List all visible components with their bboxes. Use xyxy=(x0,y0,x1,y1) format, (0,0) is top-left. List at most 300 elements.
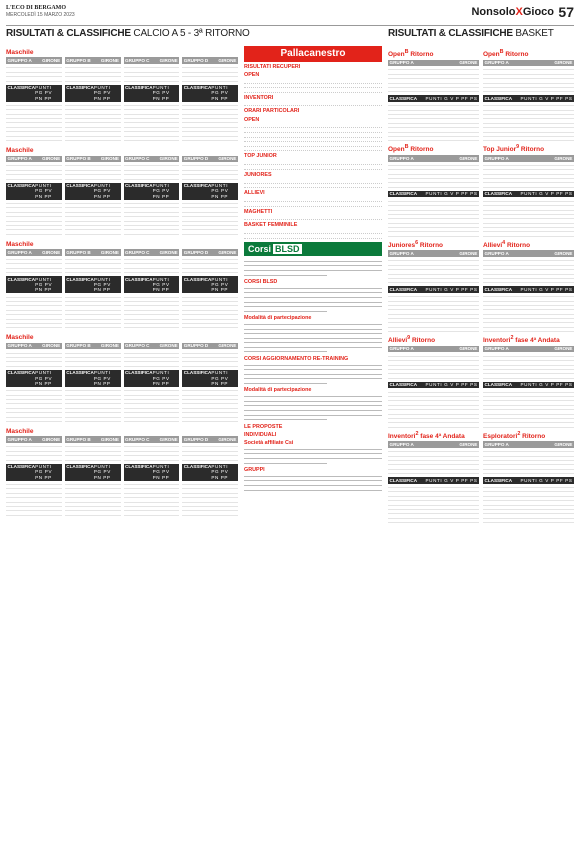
table-rows xyxy=(6,481,62,516)
group-label: GRUPPO A xyxy=(484,346,509,352)
table-rows xyxy=(483,197,574,237)
results-box xyxy=(6,249,62,273)
group-tag: GIRONE xyxy=(554,251,573,257)
section-name: Juniores xyxy=(388,242,416,249)
table-row xyxy=(6,511,62,515)
basket-results-box xyxy=(388,155,479,188)
standings-cols: PUNTI PG PV PN PP xyxy=(35,370,53,387)
standings-header xyxy=(6,464,62,481)
standings-cols: PUNTI G V P PF PS xyxy=(520,96,573,102)
results-box xyxy=(124,57,180,81)
section-tail: fase 4ª Andata xyxy=(513,337,560,345)
standings-box xyxy=(6,183,62,235)
modalita-head: Modalità di partecipazione xyxy=(244,315,312,322)
results-box xyxy=(6,156,62,180)
standings-grid xyxy=(6,85,238,145)
table-row xyxy=(6,175,62,179)
results-box xyxy=(65,343,121,367)
topjunior-schedule xyxy=(244,161,382,170)
standings-cols: PUNTI G V P PF PS xyxy=(425,191,478,197)
standings-box xyxy=(182,183,238,235)
group-tag: GIRONE xyxy=(218,156,237,162)
table-row xyxy=(124,230,180,234)
results-box xyxy=(6,343,62,367)
section-sup: 9 xyxy=(516,144,520,151)
basket-results-box xyxy=(483,441,574,474)
group-label: GRUPPO A xyxy=(7,249,32,255)
group-label: GRUPPO A xyxy=(389,251,414,257)
table-row xyxy=(124,418,180,422)
standings-cols: PUNTI PG PV PN PP xyxy=(93,276,111,293)
table-row xyxy=(6,269,62,273)
table-rows xyxy=(388,162,479,188)
standings-label: CLASSIFICA xyxy=(484,96,513,102)
table-rows xyxy=(388,197,479,237)
results-grid xyxy=(6,436,238,463)
standings-header xyxy=(65,85,121,102)
standings-cols: PUNTI PG PV PN PP xyxy=(35,276,53,293)
table-rows xyxy=(65,162,121,180)
group-tag: GIRONE xyxy=(42,249,61,255)
standings-cols: PUNTI PG PV PN PP xyxy=(93,370,111,387)
section-tail: Ritorno xyxy=(503,51,529,59)
standings-label: CLASSIFICA xyxy=(7,85,36,91)
group-tag: GIRONE xyxy=(218,343,237,349)
group-label: GRUPPO A xyxy=(7,58,32,64)
table-rows xyxy=(65,200,121,235)
table-rows xyxy=(182,162,238,180)
issue-date: MERCOLEDÌ 15 MARZO 2023 xyxy=(6,12,75,18)
left-section-title: RISULTATI & CLASSIFICHE CALCIO A 5 - 3ª RITORNO xyxy=(6,28,250,39)
standings-cols: PUNTI PG PV PN PP xyxy=(152,85,170,101)
section-sup: B xyxy=(404,49,409,55)
table-row xyxy=(65,230,121,234)
basket-standings-box xyxy=(483,382,574,428)
group-label: GRUPPO A xyxy=(7,437,32,443)
table-row xyxy=(388,519,479,523)
standings-header xyxy=(6,85,62,102)
section-tail: Ritorno xyxy=(505,242,531,249)
standings-grid xyxy=(6,464,238,519)
group-tag: GIRONE xyxy=(159,249,178,255)
group-label: GRUPPO A xyxy=(484,441,509,447)
group-label: GRUPPO B xyxy=(66,156,91,162)
results-grid xyxy=(6,343,238,370)
table-row xyxy=(182,418,238,422)
standings-label: CLASSIFICA xyxy=(66,464,94,470)
table-row xyxy=(65,175,121,179)
standings-label: CLASSIFICA xyxy=(389,286,418,292)
section-sup: 2 xyxy=(517,430,521,437)
table-row xyxy=(124,175,180,179)
basket-section-head xyxy=(388,144,479,154)
table-row xyxy=(65,269,121,273)
standings-label: CLASSIFICA xyxy=(66,276,94,282)
standings-box xyxy=(124,370,180,422)
results-box xyxy=(182,436,238,460)
table-rows xyxy=(65,387,121,422)
results-box xyxy=(182,156,238,180)
standings-box xyxy=(6,370,62,422)
group-tag: GIRONE xyxy=(159,437,178,443)
table-rows xyxy=(65,349,121,367)
standings-header xyxy=(65,183,121,200)
standings-header xyxy=(182,276,238,293)
basket-femminile-head: BASKET FEMMINILE xyxy=(244,222,298,229)
group-label: GRUPPO B xyxy=(66,249,91,255)
results-box xyxy=(182,343,238,367)
standings-label: CLASSIFICA xyxy=(183,370,212,376)
retraining-text xyxy=(244,363,382,385)
corsi-blsd-head: CORSI BLSD xyxy=(244,278,278,285)
standings-cols: PUNTI G V P PF PS xyxy=(520,382,573,388)
table-rows xyxy=(124,349,180,367)
table-row xyxy=(388,88,479,92)
section-tail: Ritorno xyxy=(418,242,444,249)
standings-header xyxy=(6,183,62,200)
table-rows xyxy=(483,352,574,378)
standings-label: CLASSIFICA xyxy=(484,286,513,292)
group-tag: GIRONE xyxy=(100,437,119,443)
pallacanestro-banner: Pallacanestro xyxy=(244,46,382,62)
basket-standings-box xyxy=(483,191,574,237)
standings-header xyxy=(6,276,62,293)
table-rows xyxy=(182,481,238,516)
standings-cols: PUNTI G V P PF PS xyxy=(425,96,478,102)
section-sup: 2 xyxy=(415,430,419,437)
table-row xyxy=(6,418,62,422)
standings-box xyxy=(182,276,238,328)
standings-label: CLASSIFICA xyxy=(484,382,513,388)
csi-corsi-banner: Corsi BLSD xyxy=(244,242,382,256)
table-row xyxy=(65,77,121,81)
standings-header xyxy=(65,370,121,387)
group-tag: GIRONE xyxy=(554,441,573,447)
group-label: GRUPPO C xyxy=(125,343,150,349)
standings-header xyxy=(182,183,238,200)
group-label: GRUPPO D xyxy=(183,437,209,443)
standings-box xyxy=(124,183,180,235)
standings-label: CLASSIFICA xyxy=(66,370,94,376)
table-rows xyxy=(388,102,479,142)
table-row xyxy=(388,137,479,141)
basket-section-head xyxy=(483,144,574,154)
table-row xyxy=(65,511,121,515)
standings-label: CLASSIFICA xyxy=(66,183,94,189)
basket-standings-header xyxy=(388,286,479,292)
inventori-head: INVENTORI xyxy=(244,94,274,101)
page-number: 57 xyxy=(558,4,574,20)
basket-standings-header xyxy=(388,477,479,483)
standings-box xyxy=(124,276,180,328)
affiliate-text xyxy=(244,447,382,465)
standings-label: CLASSIFICA xyxy=(389,477,418,483)
standings-label: CLASSIFICA xyxy=(183,276,212,282)
table-rows xyxy=(124,387,180,422)
table-row xyxy=(124,362,180,366)
table-rows xyxy=(483,388,574,428)
group-tag: GIRONE xyxy=(100,156,119,162)
table-row xyxy=(483,328,574,332)
basket-subcolumn xyxy=(483,46,574,526)
table-row xyxy=(6,362,62,366)
standings-label: CLASSIFICA xyxy=(389,382,418,388)
table-row xyxy=(65,324,121,328)
group-tag: GIRONE xyxy=(159,343,178,349)
csi-intro xyxy=(244,259,382,277)
open2-head: OPEN xyxy=(244,116,260,123)
basket-section-head xyxy=(483,49,574,59)
basket-section-head xyxy=(388,240,479,250)
table-rows xyxy=(182,256,238,274)
standings-label: CLASSIFICA xyxy=(7,183,36,189)
group-tag: GIRONE xyxy=(218,437,237,443)
magnetti-schedule xyxy=(244,216,382,221)
allievi-schedule xyxy=(244,197,382,206)
standings-cols: PUNTI PG PV PN PP xyxy=(93,464,111,480)
table-row xyxy=(182,137,238,141)
results-grid xyxy=(6,249,238,276)
table-rows xyxy=(388,352,479,378)
table-rows xyxy=(182,387,238,422)
table-rows xyxy=(124,256,180,274)
open-head: OPEN xyxy=(244,71,260,78)
table-rows xyxy=(182,349,238,367)
standings-label: CLASSIFICA xyxy=(66,85,94,91)
basket-results-box xyxy=(483,155,574,188)
basket-section-head xyxy=(388,431,479,441)
table-row xyxy=(6,230,62,234)
group-head: Maschile xyxy=(6,428,34,436)
standings-label: CLASSIFICA xyxy=(183,183,212,189)
individuali-head: INDIVIDUALI xyxy=(244,431,277,438)
basket-standings-header xyxy=(483,286,574,292)
basket-subcolumn xyxy=(388,46,479,526)
standings-box xyxy=(6,85,62,142)
basket-section-head xyxy=(388,335,479,345)
section-name: Esploratori xyxy=(483,432,518,440)
standings-cols: PUNTI PG PV PN PP xyxy=(211,370,229,387)
group-tag: GIRONE xyxy=(459,346,478,352)
group-tag: GIRONE xyxy=(554,60,573,66)
group-tag: GIRONE xyxy=(100,343,119,349)
group-tag: GIRONE xyxy=(159,58,178,64)
calcio-column xyxy=(6,46,238,845)
standings-cols: PUNTI PG PV PN PP xyxy=(152,370,170,387)
results-box xyxy=(65,436,121,460)
standings-box xyxy=(6,276,62,328)
standings-label: CLASSIFICA xyxy=(7,464,36,470)
table-rows xyxy=(182,64,238,82)
basket-results-box xyxy=(388,250,479,283)
open-schedule xyxy=(244,124,382,152)
topjunior-head: TOP JUNIOR xyxy=(244,153,277,160)
section-name: Inventori xyxy=(388,432,416,440)
group-label: GRUPPO A xyxy=(484,60,509,66)
table-rows xyxy=(388,484,479,524)
group-tag: GIRONE xyxy=(554,346,573,352)
table-row xyxy=(388,279,479,283)
table-rows xyxy=(6,293,62,328)
section-brand: NonsoloXGioco xyxy=(471,6,554,18)
standings-cols: PUNTI PG PV PN PP xyxy=(35,85,53,101)
standings-header xyxy=(65,464,121,481)
section-tail: Ritorno xyxy=(520,432,546,440)
section-sup: 9 xyxy=(407,335,411,342)
table-rows xyxy=(388,448,479,474)
table-row xyxy=(483,232,574,236)
results-box xyxy=(6,57,62,81)
juniores-schedule xyxy=(244,179,382,188)
standings-header xyxy=(6,370,62,387)
table-rows xyxy=(124,443,180,461)
group-head: Maschile xyxy=(6,334,34,342)
basket-standings-box xyxy=(388,286,479,332)
group-tag: GIRONE xyxy=(42,58,61,64)
table-row xyxy=(388,423,479,427)
table-row xyxy=(182,511,238,515)
table-row xyxy=(6,77,62,81)
magnetti-head: MAGHETTI xyxy=(244,208,273,215)
section-name: Allievi xyxy=(483,242,503,249)
open-results xyxy=(244,79,382,93)
table-rows xyxy=(124,293,180,328)
table-rows xyxy=(124,102,180,142)
table-rows xyxy=(6,443,62,461)
table-row xyxy=(388,232,479,236)
table-row xyxy=(124,324,180,328)
group-label: GRUPPO A xyxy=(7,156,32,162)
standings-box xyxy=(65,464,121,516)
basket-standings-box xyxy=(483,477,574,523)
section-tail: Ritorno xyxy=(410,337,436,345)
section-tail: Ritorno xyxy=(519,146,545,154)
standings-cols: PUNTI G V P PF PS xyxy=(425,286,478,292)
basket-section-head xyxy=(483,240,574,250)
table-rows xyxy=(483,162,574,188)
standings-box xyxy=(65,276,121,328)
gruppi-head: GRUPPI xyxy=(244,467,265,474)
standings-cols: PUNTI G V P PF PS xyxy=(425,382,478,388)
table-row xyxy=(483,279,574,283)
standings-header xyxy=(65,276,121,293)
standings-header xyxy=(182,370,238,387)
basket-results-box xyxy=(483,60,574,93)
basket-section-head xyxy=(388,49,479,59)
standings-cols: PUNTI PG PV PN PP xyxy=(35,183,53,199)
table-rows xyxy=(6,256,62,274)
basket-column xyxy=(388,46,574,845)
results-box xyxy=(124,436,180,460)
table-rows xyxy=(483,448,574,474)
table-row xyxy=(483,423,574,427)
basket-standings-header xyxy=(388,95,479,101)
table-rows xyxy=(65,64,121,82)
results-box xyxy=(182,249,238,273)
group-label: GRUPPO A xyxy=(7,343,32,349)
standings-label: CLASSIFICA xyxy=(183,85,212,91)
group-label: GRUPPO B xyxy=(66,437,91,443)
table-rows xyxy=(182,200,238,235)
table-row xyxy=(6,137,62,141)
table-rows xyxy=(65,293,121,328)
basket-standings-header xyxy=(388,382,479,388)
basket-standings-header xyxy=(483,191,574,197)
standings-cols: PUNTI PG PV PN PP xyxy=(152,276,170,293)
group-label: GRUPPO A xyxy=(484,155,509,161)
table-row xyxy=(65,418,121,422)
table-row xyxy=(6,456,62,460)
basket-standings-header xyxy=(483,382,574,388)
standings-box xyxy=(182,370,238,422)
standings-box xyxy=(65,85,121,142)
section-tail: fase 4ª Andata xyxy=(418,432,465,440)
masthead xyxy=(6,4,574,26)
section-sup: B xyxy=(499,49,504,55)
group-head: Maschile xyxy=(6,147,34,155)
standings-header xyxy=(182,85,238,102)
section-sup: B xyxy=(404,144,409,151)
standings-cols: PUNTI PG PV PN PP xyxy=(93,183,111,199)
table-rows xyxy=(65,256,121,274)
standings-header xyxy=(124,370,180,387)
table-rows xyxy=(388,257,479,283)
corsi-blsd-text xyxy=(244,286,382,313)
table-row xyxy=(483,88,574,92)
basket-grid xyxy=(388,46,574,526)
table-row xyxy=(124,137,180,141)
basket-results-box xyxy=(483,250,574,283)
standings-label: CLASSIFICA xyxy=(183,464,212,470)
standings-cols: PUNTI PG PV PN PP xyxy=(211,464,229,480)
table-row xyxy=(124,77,180,81)
standings-label: CLASSIFICA xyxy=(389,191,418,197)
section-tail: Ritorno xyxy=(408,146,434,154)
group-label: GRUPPO A xyxy=(389,60,414,66)
standings-grid xyxy=(6,370,238,425)
blsd-logo: BLSD xyxy=(275,243,300,254)
group-label: GRUPPO B xyxy=(66,58,91,64)
table-row xyxy=(65,362,121,366)
basket-standings-box xyxy=(388,191,479,237)
standings-label: CLASSIFICA xyxy=(125,276,153,282)
table-rows xyxy=(182,443,238,461)
table-row xyxy=(124,456,180,460)
group-label: GRUPPO D xyxy=(183,58,209,64)
table-rows xyxy=(6,349,62,367)
table-rows xyxy=(483,66,574,92)
table-rows xyxy=(124,64,180,82)
table-rows xyxy=(388,66,479,92)
table-row xyxy=(182,362,238,366)
results-box xyxy=(182,57,238,81)
group-label: GRUPPO A xyxy=(389,441,414,447)
standings-label: CLASSIFICA xyxy=(125,464,153,470)
table-rows xyxy=(65,481,121,516)
section-name: Allievi xyxy=(388,337,408,345)
basket-femminile-schedule xyxy=(244,230,382,239)
table-row xyxy=(388,374,479,378)
table-rows xyxy=(6,64,62,82)
table-rows xyxy=(6,200,62,235)
group-tag: GIRONE xyxy=(459,251,478,257)
group-tag: GIRONE xyxy=(218,249,237,255)
basket-standings-box xyxy=(483,286,574,332)
standings-box xyxy=(65,370,121,422)
group-tag: GIRONE xyxy=(42,343,61,349)
allievi-head: ALLIEVI xyxy=(244,190,265,197)
table-rows xyxy=(124,200,180,235)
